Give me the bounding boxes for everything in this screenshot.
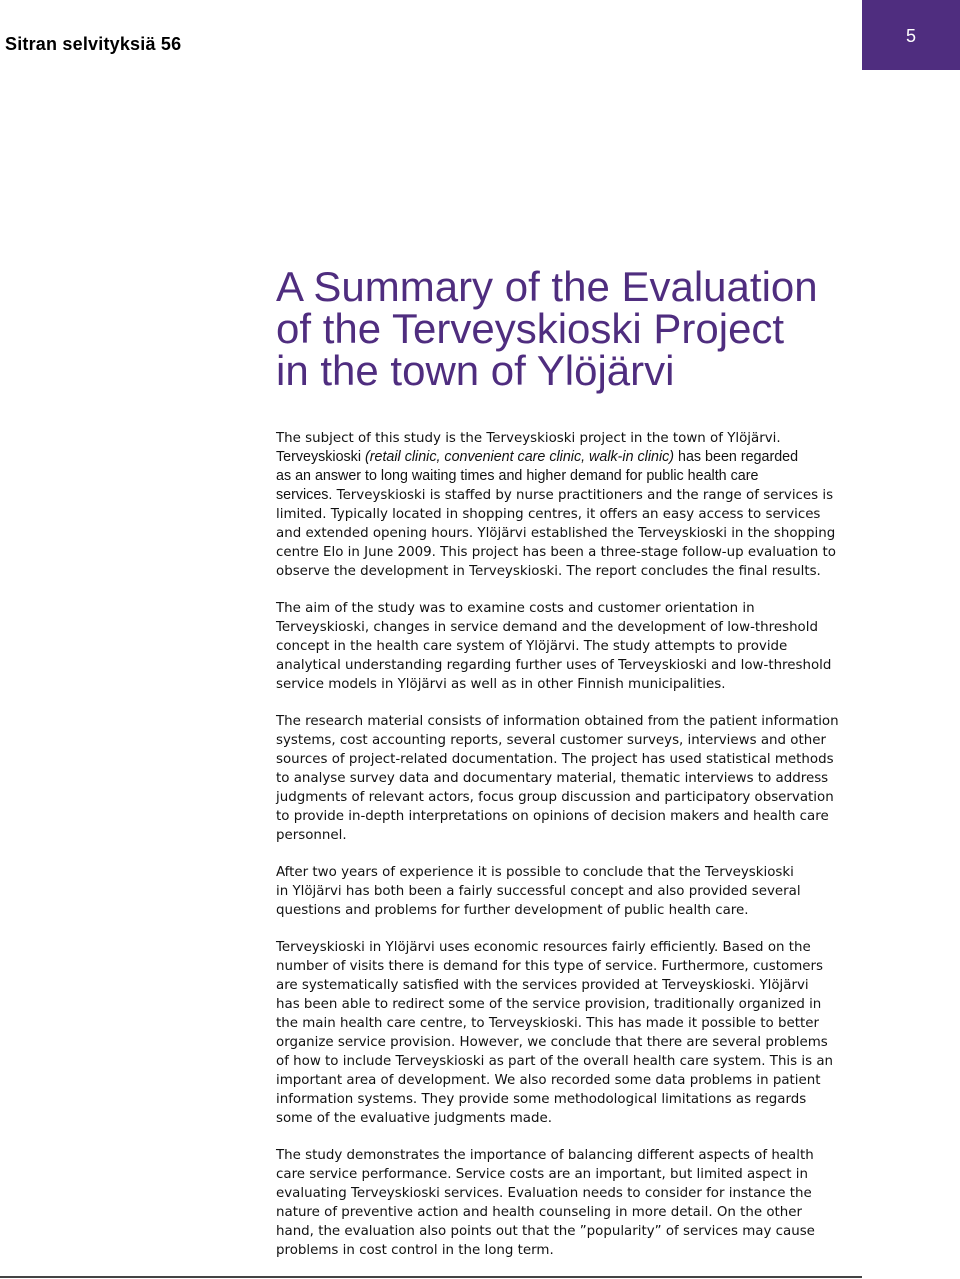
text-line: questions and problems for further development of public health care. bbox=[276, 903, 749, 918]
text-line: problems in cost control in the long term. bbox=[276, 1243, 554, 1258]
text-line: limited. Typically located in shopping centres, it offers an easy access to services bbox=[276, 507, 821, 522]
text-line: nature of preventive action and health counseling in more detail. On the other bbox=[276, 1205, 803, 1220]
text-line: number of visits there is demand for this type of service. Furthermore, customers bbox=[276, 959, 823, 974]
text-line: The aim of the study was to examine costs and customer orientation in bbox=[276, 601, 755, 616]
page-title bbox=[276, 263, 916, 394]
text-line: The study demonstrates the importance of balancing different aspects of health bbox=[276, 1148, 814, 1163]
text-line: Terveyskioski, changes in service demand and the development of low-threshold bbox=[276, 620, 818, 635]
paragraph-research-material bbox=[276, 712, 876, 845]
text-line: and extended opening hours. Ylöjärvi established the Terveyskioski in the shopping bbox=[276, 526, 836, 541]
text-line: systems, cost accounting reports, several customer surveys, interviews and other bbox=[276, 733, 826, 748]
text-line: organize service provision. However, we conclude that there are several problems bbox=[276, 1035, 828, 1050]
text-line: The subject of this study is the Terveyskioski project in the town of Ylöjärvi. bbox=[276, 431, 781, 446]
paragraph-balance bbox=[276, 1146, 876, 1260]
text-line: personnel. bbox=[276, 828, 347, 843]
publication-series: Sitran selvityksiä 56 bbox=[5, 34, 182, 54]
text-line: The research material consists of information obtained from the patient information bbox=[276, 714, 839, 729]
text-line: centre Elo in June 2009. This project has been a three-stage follow-up evaluation to bbox=[276, 545, 836, 560]
paragraph-conclusion bbox=[276, 863, 876, 920]
text-line bbox=[276, 486, 876, 505]
paragraph-aim bbox=[276, 599, 876, 694]
title-line: A Summary of the Evaluation bbox=[276, 263, 818, 310]
title-line: of the Terveyskioski Project bbox=[276, 305, 785, 352]
paragraph-resources bbox=[276, 938, 876, 1128]
text-line: are systematically satisfied with the services provided at Terveyskioski. Ylöjärvi bbox=[276, 978, 809, 993]
text-line: concept in the health care system of Ylöjärvi. The study attempts to provide bbox=[276, 639, 788, 654]
text-line: Terveyskioski in Ylöjärvi uses economic resources fairly efficiently. Based on the bbox=[276, 940, 811, 955]
text-line: service models in Ylöjärvi as well as in other Finnish municipalities. bbox=[276, 677, 726, 692]
text-line: care service performance. Service costs are an important, but limited aspect in bbox=[276, 1167, 808, 1182]
text-line bbox=[276, 448, 876, 467]
clinic-types-italic: (retail clinic, convenient care clinic, walk-in clinic) bbox=[364, 449, 675, 465]
footer-rule bbox=[0, 1276, 862, 1278]
text-line: information systems. They provide some methodological limitations as regards bbox=[276, 1092, 807, 1107]
text-span: Terveyskioski is staffed by nurse practitioners and the range of services is bbox=[332, 488, 834, 503]
title-line: in the town of Ylöjärvi bbox=[276, 347, 675, 394]
text-line: the main health care centre, to Terveyskioski. This has made it possible to better bbox=[276, 1016, 819, 1031]
paragraph-subject bbox=[276, 429, 876, 581]
text-line: of how to include Terveyskioski as part of the overall health care system. This is an bbox=[276, 1054, 834, 1069]
text-line: to analyse survey data and documentary material, thematic interviews to address bbox=[276, 771, 829, 786]
summary-body bbox=[276, 429, 876, 1278]
text-line: sources of project-related documentation. The project has used statistical methods bbox=[276, 752, 834, 767]
text-line: important area of development. We also recorded some data problems in patient bbox=[276, 1073, 821, 1088]
text-line: to provide in-depth interpretations on opinions of decision makers and health care bbox=[276, 809, 829, 824]
text-span: Terveyskioski bbox=[276, 449, 365, 465]
text-line: judgments of relevant actors, focus group discussion and participatory observation bbox=[276, 790, 834, 805]
text-line: observe the development in Terveyskioski. The report concludes the final results. bbox=[276, 564, 821, 579]
text-line: in Ylöjärvi has both been a fairly successful concept and also provided several bbox=[276, 884, 801, 899]
text-line: analytical understanding regarding further uses of Terveyskioski and low-threshold bbox=[276, 658, 832, 673]
text-line: evaluating Terveyskioski services. Evaluation needs to consider for instance the bbox=[276, 1186, 812, 1201]
text-span: services. bbox=[276, 487, 333, 503]
page-number-tab bbox=[862, 0, 960, 70]
page-number: 5 bbox=[905, 26, 916, 46]
text-line: hand, the evaluation also points out that the ”popularity” of services may cause bbox=[276, 1224, 815, 1239]
text-line: some of the evaluative judgments made. bbox=[276, 1111, 552, 1126]
text-span: has been regarded bbox=[674, 449, 799, 465]
text-line: After two years of experience it is possible to conclude that the Terveyskioski bbox=[276, 865, 794, 880]
text-line: as an answer to long waiting times and higher demand for public health care bbox=[276, 468, 759, 484]
text-line: has been able to redirect some of the service provision, traditionally organized in bbox=[276, 997, 822, 1012]
